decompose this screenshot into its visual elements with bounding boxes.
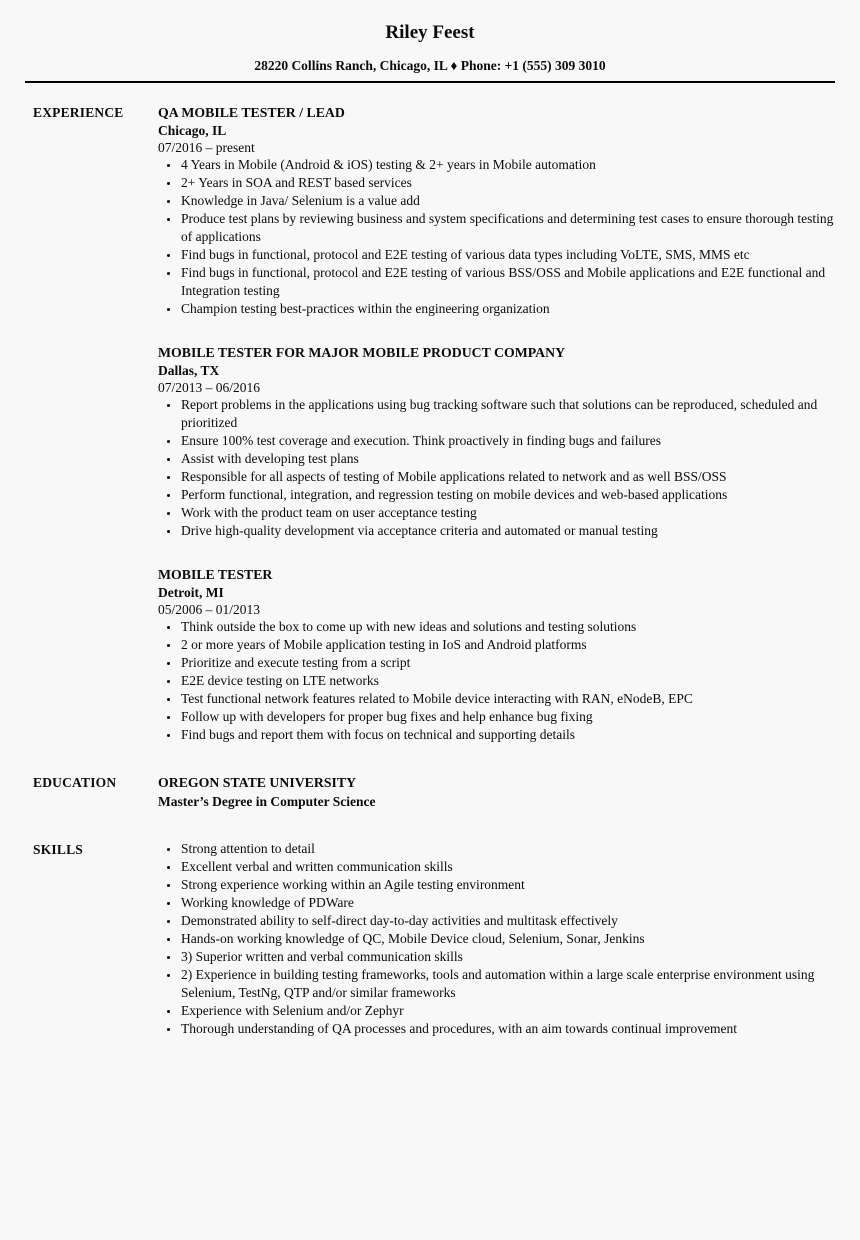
experience-section <box>25 103 835 744</box>
job-bullet-list <box>158 396 835 540</box>
job-bullet: • Report problems in the applications using bug tracking software such that solutions can be reproduced, scheduled and prioritized <box>180 396 835 432</box>
skills-section-label: SKILLS <box>33 842 83 857</box>
education-section-label: EDUCATION <box>33 775 117 790</box>
education-content <box>158 773 835 811</box>
job-bullet: • Knowledge in Java/ Selenium is a value add <box>180 192 835 210</box>
job-bullet: • 2+ Years in SOA and REST based services <box>180 174 835 192</box>
candidate-name: Riley Feest <box>385 22 475 43</box>
job-bullet: • Think outside the box to come up with new ideas and solutions and testing solutions <box>180 618 835 636</box>
job-entry <box>158 565 835 744</box>
education-school: OREGON STATE UNIVERSITY <box>158 775 357 790</box>
job-bullet: • Find bugs in functional, protocol and E2E testing of various BSS/OSS and Mobile applications and E2E functional and Integration testing <box>180 264 835 300</box>
job-location: Detroit, MI <box>158 585 224 600</box>
job-bullet: • Drive high-quality development via acceptance criteria and automated or manual testing <box>180 522 835 540</box>
job-bullet-list <box>158 156 835 318</box>
job-bullet: • 4 Years in Mobile (Android & iOS) testing & 2+ years in Mobile automation <box>180 156 835 174</box>
job-entry <box>158 343 835 540</box>
skill-bullet: • Hands-on working knowledge of QC, Mobile Device cloud, Selenium, Sonar, Jenkins <box>180 930 835 948</box>
job-bullet: • Champion testing best-practices within the engineering organization <box>180 300 835 318</box>
job-entry <box>158 103 835 318</box>
job-title: MOBILE TESTER FOR MAJOR MOBILE PRODUCT COMPANY <box>158 345 566 360</box>
job-dates: 07/2016 – present <box>158 140 255 155</box>
job-dates: 07/2013 – 06/2016 <box>158 380 261 395</box>
skill-bullet: • Strong attention to detail <box>180 840 835 858</box>
job-bullet-list <box>158 618 835 744</box>
education-degree: Master’s Degree in Computer Science <box>158 794 376 809</box>
skill-bullet: • Strong experience working within an Agile testing environment <box>180 876 835 894</box>
education-section <box>25 773 835 811</box>
skills-list <box>158 840 835 1038</box>
job-bullet: • Find bugs and report them with focus on technical and supporting details <box>180 726 835 744</box>
job-bullet: • Perform functional, integration, and regression testing on mobile devices and web-based applications <box>180 486 835 504</box>
job-bullet: • Test functional network features related to Mobile device interacting with RAN, eNodeB, EPC <box>180 690 835 708</box>
skill-bullet: • Demonstrated ability to self-direct day-to-day activities and multitask effectively <box>180 912 835 930</box>
job-bullet: • 2 or more years of Mobile application testing in IoS and Android platforms <box>180 636 835 654</box>
skills-section <box>25 840 835 1038</box>
job-bullet: • Assist with developing test plans <box>180 450 835 468</box>
skills-content <box>158 840 835 1038</box>
job-bullet: • Prioritize and execute testing from a script <box>180 654 835 672</box>
job-bullet: • E2E device testing on LTE networks <box>180 672 835 690</box>
header-divider <box>25 81 835 83</box>
resume-header <box>25 22 835 83</box>
job-location: Dallas, TX <box>158 363 220 378</box>
job-bullet: • Produce test plans by reviewing business and system specifications and determining test cases to ensure thorough testing of applications <box>180 210 835 246</box>
skill-bullet: • Thorough understanding of QA processes and procedures, with an aim towards continual improvement <box>180 1020 835 1038</box>
skill-bullet: • 2) Experience in building testing frameworks, tools and automation within a large scale enterprise environment using Selenium, TestNg, QTP and/or similar frameworks <box>180 966 835 1002</box>
job-title: MOBILE TESTER <box>158 567 273 582</box>
job-location: Chicago, IL <box>158 123 227 138</box>
job-bullet: • Follow up with developers for proper bug fixes and help enhance bug fixing <box>180 708 835 726</box>
job-title: QA MOBILE TESTER / LEAD <box>158 105 345 120</box>
job-bullet: • Find bugs in functional, protocol and E2E testing of various data types including VoLTE, SMS, MMS etc <box>180 246 835 264</box>
experience-job-list <box>158 103 835 744</box>
contact-line: 28220 Collins Ranch, Chicago, IL ♦ Phone: +1 (555) 309 3010 <box>254 58 606 73</box>
job-bullet: • Responsible for all aspects of testing of Mobile applications related to network and as well BSS/OSS <box>180 468 835 486</box>
skill-bullet: • Experience with Selenium and/or Zephyr <box>180 1002 835 1020</box>
experience-section-label: EXPERIENCE <box>33 105 124 120</box>
job-bullet: • Work with the product team on user acceptance testing <box>180 504 835 522</box>
skill-bullet: • 3) Superior written and verbal communication skills <box>180 948 835 966</box>
skill-bullet: • Working knowledge of PDWare <box>180 894 835 912</box>
skill-bullet: • Excellent verbal and written communication skills <box>180 858 835 876</box>
resume-body <box>25 103 835 1038</box>
job-bullet: • Ensure 100% test coverage and execution. Think proactively in finding bugs and failures <box>180 432 835 450</box>
job-dates: 05/2006 – 01/2013 <box>158 602 261 617</box>
